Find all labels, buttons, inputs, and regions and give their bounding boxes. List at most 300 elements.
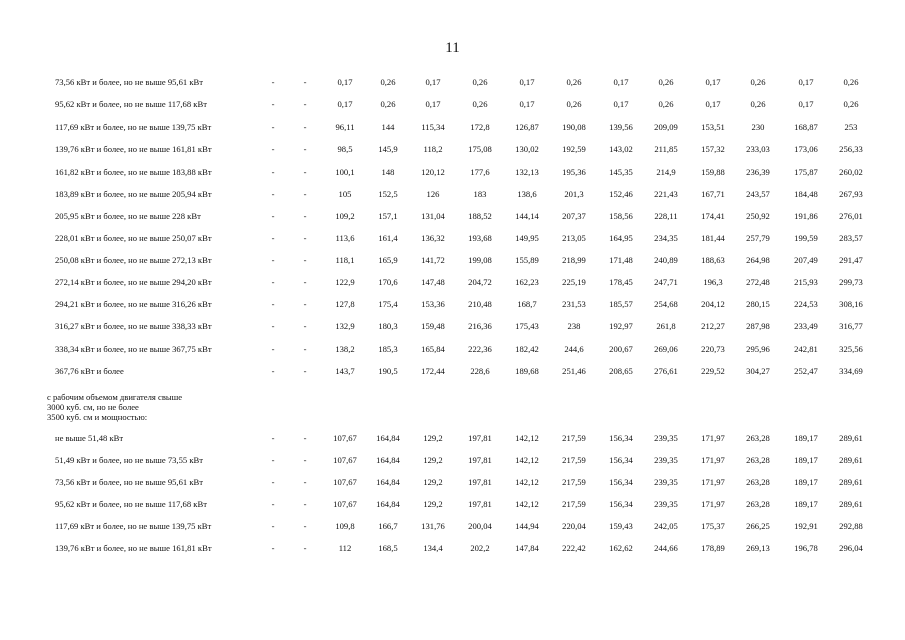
table-cell: 242,81: [794, 344, 818, 354]
table-cell: 157,32: [701, 144, 725, 154]
table-cell: 158,56: [609, 211, 633, 221]
table-cell: 316,77: [839, 321, 863, 331]
table-cell: 263,28: [746, 499, 770, 509]
table-cell: 127,8: [335, 299, 355, 309]
row-label: 139,76 кВт и более, но не выше 161,81 кВт: [55, 144, 212, 154]
table-cell: 153,36: [421, 299, 445, 309]
table-cell: 138,6: [517, 189, 537, 199]
table-cell: 190,08: [562, 122, 586, 132]
table-cell: 239,35: [654, 455, 678, 465]
row-label: не выше 51,48 кВт: [55, 433, 124, 443]
table-cell: -: [271, 299, 275, 309]
table-cell: 144,94: [515, 521, 539, 531]
table-cell: 213,05: [562, 233, 586, 243]
row-label: 117,69 кВт и более, но не выше 139,75 кВт: [55, 521, 212, 531]
table-cell: 132,9: [335, 321, 355, 331]
table-cell: 283,57: [839, 233, 863, 243]
table-cell: 228,11: [654, 211, 678, 221]
table-cell: 177,6: [470, 167, 490, 177]
table-cell: 164,84: [376, 433, 400, 443]
table-cell: -: [303, 211, 307, 221]
table-cell: 334,69: [839, 366, 863, 376]
table-cell: 209,09: [654, 122, 678, 132]
table-cell: -: [271, 233, 275, 243]
table-cell: 107,67: [333, 477, 357, 487]
table-cell: -: [303, 299, 307, 309]
table-cell: 172,8: [470, 122, 490, 132]
table-cell: 171,48: [609, 255, 633, 265]
table-cell: 185,57: [609, 299, 633, 309]
page-number: 11: [445, 40, 460, 56]
table-row: [0, 165, 905, 179]
row-label: 117,69 кВт и более, но не выше 139,75 кВт: [55, 122, 212, 132]
row-label: 338,34 кВт и более, но не выше 367,75 кВт: [55, 344, 212, 354]
table-cell: 175,08: [468, 144, 492, 154]
table-cell: 250,92: [746, 211, 770, 221]
table-cell: 276,01: [839, 211, 863, 221]
table-cell: 0,26: [566, 99, 582, 109]
table-cell: 199,59: [794, 233, 818, 243]
table-cell: 189,17: [794, 433, 818, 443]
table-cell: 0,26: [843, 99, 859, 109]
table-cell: 182,42: [515, 344, 539, 354]
table-row: [0, 497, 905, 511]
table-cell: 109,8: [335, 521, 355, 531]
table-cell: 126: [426, 189, 440, 199]
table-cell: 236,39: [746, 167, 770, 177]
table-row: [0, 231, 905, 245]
table-cell: 147,84: [515, 543, 539, 553]
table-cell: 166,7: [378, 521, 398, 531]
row-label: 316,27 кВт и более, но не выше 338,33 кВт: [55, 321, 212, 331]
table-cell: 174,41: [701, 211, 725, 221]
table-cell: 257,79: [746, 233, 770, 243]
table-cell: 188,52: [468, 211, 492, 221]
table-cell: 325,56: [839, 344, 863, 354]
table-cell: 96,11: [335, 122, 355, 132]
table-cell: 141,72: [421, 255, 445, 265]
table-cell: 287,98: [746, 321, 770, 331]
table-cell: 233,49: [794, 321, 818, 331]
table-row: [0, 142, 905, 156]
row-label: 272,14 кВт и более, но не выше 294,20 кВт: [55, 277, 212, 287]
table-cell: 178,45: [609, 277, 633, 287]
table-cell: 192,97: [609, 321, 633, 331]
table-cell: 145,35: [609, 167, 633, 177]
table-cell: 192,91: [794, 521, 818, 531]
table-cell: -: [271, 255, 275, 265]
table-cell: 157,1: [378, 211, 398, 221]
table-cell: -: [303, 99, 307, 109]
table-cell: 222,36: [468, 344, 492, 354]
table-cell: 115,34: [421, 122, 445, 132]
table-cell: -: [271, 543, 275, 553]
table-cell: 180,3: [378, 321, 398, 331]
table-cell: 107,67: [333, 499, 357, 509]
table-cell: 148: [381, 167, 395, 177]
table-cell: 269,06: [654, 344, 678, 354]
table-cell: -: [303, 366, 307, 376]
table-cell: 215,93: [794, 277, 818, 287]
table-row: [0, 319, 905, 333]
table-cell: 230: [751, 122, 765, 132]
table-cell: 289,61: [839, 455, 863, 465]
table-cell: 0,17: [705, 77, 721, 87]
table-cell: -: [271, 277, 275, 287]
table-cell: 242,05: [654, 521, 678, 531]
table-cell: 267,93: [839, 189, 863, 199]
table-cell: 193,68: [468, 233, 492, 243]
table-cell: 202,2: [470, 543, 490, 553]
table-cell: 197,81: [468, 477, 492, 487]
row-label: 95,62 кВт и более, но не выше 117,68 кВт: [55, 499, 207, 509]
table-cell: -: [303, 543, 307, 553]
table-cell: 156,34: [609, 455, 633, 465]
table-cell: 132,13: [515, 167, 539, 177]
table-cell: 0,17: [798, 99, 814, 109]
table-cell: 238: [567, 321, 581, 331]
table-cell: 197,81: [468, 433, 492, 443]
table-cell: 120,12: [421, 167, 445, 177]
table-cell: 276,61: [654, 366, 678, 376]
table-cell: -: [303, 77, 307, 87]
table-cell: 204,72: [468, 277, 492, 287]
table-row: [0, 187, 905, 201]
row-label: 205,95 кВт и более, но не выше 228 кВт: [55, 211, 201, 221]
table-cell: 168,87: [794, 122, 818, 132]
table-cell: 143,02: [609, 144, 633, 154]
table-cell: 164,95: [609, 233, 633, 243]
table-cell: 175,43: [515, 321, 539, 331]
table-row: [0, 75, 905, 89]
table-cell: 217,59: [562, 499, 586, 509]
table-cell: 165,84: [421, 344, 445, 354]
table-row: [0, 120, 905, 134]
table-cell: 0,26: [750, 99, 766, 109]
table-cell: -: [271, 122, 275, 132]
table-cell: 295,96: [746, 344, 770, 354]
table-cell: 129,2: [423, 499, 443, 509]
table-cell: 0,17: [425, 99, 441, 109]
table-cell: -: [271, 167, 275, 177]
table-cell: -: [303, 344, 307, 354]
table-cell: 207,49: [794, 255, 818, 265]
table-cell: 171,97: [701, 499, 725, 509]
table-cell: 98,5: [337, 144, 353, 154]
table-cell: 113,6: [335, 233, 355, 243]
table-cell: 171,97: [701, 455, 725, 465]
table-cell: -: [271, 144, 275, 154]
table-cell: -: [303, 277, 307, 287]
table-cell: 218,99: [562, 255, 586, 265]
table-cell: 254,68: [654, 299, 678, 309]
table-cell: -: [271, 499, 275, 509]
table-cell: -: [271, 211, 275, 221]
table-cell: 134,4: [423, 543, 443, 553]
table-cell: 107,67: [333, 433, 357, 443]
table-cell: 214,9: [656, 167, 676, 177]
table-cell: 239,35: [654, 433, 678, 443]
table-cell: 264,98: [746, 255, 770, 265]
table-cell: 190,5: [378, 366, 398, 376]
table-cell: 129,2: [423, 455, 443, 465]
table-cell: 263,28: [746, 455, 770, 465]
table-cell: 0,17: [613, 77, 629, 87]
table-cell: 216,36: [468, 321, 492, 331]
table-cell: 0,26: [750, 77, 766, 87]
table-cell: -: [271, 344, 275, 354]
table-cell: -: [303, 521, 307, 531]
table-cell: 189,17: [794, 477, 818, 487]
table-cell: 0,26: [380, 77, 396, 87]
table-cell: 191,86: [794, 211, 818, 221]
table-cell: -: [271, 366, 275, 376]
table-cell: 304,27: [746, 366, 770, 376]
table-cell: 189,17: [794, 499, 818, 509]
table-cell: 142,12: [515, 477, 539, 487]
table-cell: 299,73: [839, 277, 863, 287]
table-cell: 172,44: [421, 366, 445, 376]
table-cell: 208,65: [609, 366, 633, 376]
table-cell: 122,9: [335, 277, 355, 287]
table-cell: 263,28: [746, 477, 770, 487]
table-cell: 260,02: [839, 167, 863, 177]
table-cell: -: [303, 455, 307, 465]
table-cell: 225,19: [562, 277, 586, 287]
row-label: 294,21 кВт и более, но не выше 316,26 кВт: [55, 299, 212, 309]
table-cell: 0,17: [337, 77, 353, 87]
table-cell: 0,26: [566, 77, 582, 87]
table-cell: 131,76: [421, 521, 445, 531]
table-cell: 291,47: [839, 255, 863, 265]
row-label: 183,89 кВт и более, но не выше 205,94 кВт: [55, 189, 212, 199]
table-cell: 200,04: [468, 521, 492, 531]
table-cell: 100,1: [335, 167, 355, 177]
table-cell: -: [271, 521, 275, 531]
table-cell: 162,23: [515, 277, 539, 287]
table-cell: 229,52: [701, 366, 725, 376]
table-cell: 240,89: [654, 255, 678, 265]
table-cell: 239,35: [654, 477, 678, 487]
table-cell: 118,2: [423, 144, 443, 154]
table-cell: 217,59: [562, 455, 586, 465]
table-cell: 228,6: [470, 366, 490, 376]
table-cell: -: [271, 433, 275, 443]
table-cell: 200,67: [609, 344, 633, 354]
table-row: [0, 519, 905, 533]
table-cell: 156,34: [609, 477, 633, 487]
table-cell: 164,84: [376, 477, 400, 487]
table-cell: 256,33: [839, 144, 863, 154]
table-cell: 189,17: [794, 455, 818, 465]
row-label: 161,82 кВт и более, но не выше 183,88 кВт: [55, 167, 212, 177]
table-cell: 211,85: [654, 144, 678, 154]
table-cell: 185,3: [378, 344, 398, 354]
table-cell: -: [303, 499, 307, 509]
table-cell: 272,48: [746, 277, 770, 287]
table-cell: 247,71: [654, 277, 678, 287]
table-cell: 129,2: [423, 433, 443, 443]
table-cell: 221,43: [654, 189, 678, 199]
table-cell: 244,6: [564, 344, 584, 354]
table-cell: 129,2: [423, 477, 443, 487]
table-cell: 207,37: [562, 211, 586, 221]
table-cell: -: [303, 122, 307, 132]
table-cell: 145,9: [378, 144, 398, 154]
table-cell: 196,78: [794, 543, 818, 553]
table-cell: 189,68: [515, 366, 539, 376]
table-cell: 0,26: [380, 99, 396, 109]
table-cell: 234,35: [654, 233, 678, 243]
table-cell: 173,06: [794, 144, 818, 154]
table-cell: 130,02: [515, 144, 539, 154]
table-cell: 142,12: [515, 455, 539, 465]
table-cell: 136,32: [421, 233, 445, 243]
table-cell: 118,1: [335, 255, 355, 265]
table-cell: 253: [844, 122, 858, 132]
table-cell: 210,48: [468, 299, 492, 309]
table-cell: 220,73: [701, 344, 725, 354]
table-row: [0, 253, 905, 267]
table-cell: 196,3: [703, 277, 723, 287]
table-cell: 149,95: [515, 233, 539, 243]
table-row: [0, 297, 905, 311]
table-cell: 0,17: [337, 99, 353, 109]
table-cell: 131,04: [421, 211, 445, 221]
table-cell: -: [271, 189, 275, 199]
row-label: 139,76 кВт и более, но не выше 161,81 кВт: [55, 543, 212, 553]
table-cell: 217,59: [562, 433, 586, 443]
table-cell: 161,4: [378, 233, 398, 243]
table-cell: -: [271, 99, 275, 109]
table-cell: 266,25: [746, 521, 770, 531]
table-cell: 152,5: [378, 189, 398, 199]
table-cell: 292,88: [839, 521, 863, 531]
table-row: [0, 475, 905, 489]
table-cell: 195,36: [562, 167, 586, 177]
table-row: [0, 453, 905, 467]
table-row: [0, 364, 905, 378]
table-cell: 0,26: [658, 77, 674, 87]
table-cell: 159,88: [701, 167, 725, 177]
table-cell: 170,6: [378, 277, 398, 287]
table-cell: -: [303, 477, 307, 487]
table-cell: -: [303, 255, 307, 265]
table-cell: 289,61: [839, 499, 863, 509]
table-cell: 165,9: [378, 255, 398, 265]
table-cell: 296,04: [839, 543, 863, 553]
table-cell: 192,59: [562, 144, 586, 154]
table-cell: 243,57: [746, 189, 770, 199]
table-row: [0, 209, 905, 223]
table-cell: 212,27: [701, 321, 725, 331]
table-cell: 0,26: [472, 99, 488, 109]
row-label: 228,01 кВт и более, но не выше 250,07 кВт: [55, 233, 212, 243]
table-row: [0, 342, 905, 356]
table-cell: 263,28: [746, 433, 770, 443]
table-cell: 156,34: [609, 433, 633, 443]
table-cell: 168,7: [517, 299, 537, 309]
table-cell: 244,66: [654, 543, 678, 553]
row-label: 95,62 кВт и более, но не выше 117,68 кВт: [55, 99, 207, 109]
table-cell: 222,42: [562, 543, 586, 553]
table-cell: 178,89: [701, 543, 725, 553]
table-cell: -: [271, 77, 275, 87]
table-cell: 280,15: [746, 299, 770, 309]
table-cell: 0,17: [425, 77, 441, 87]
table-cell: 183: [473, 189, 487, 199]
table-cell: -: [303, 433, 307, 443]
table-cell: 142,12: [515, 433, 539, 443]
table-cell: 126,87: [515, 122, 539, 132]
table-cell: 269,13: [746, 543, 770, 553]
table-cell: 159,43: [609, 521, 633, 531]
table-cell: 142,12: [515, 499, 539, 509]
table-cell: 105: [338, 189, 352, 199]
row-label: 73,56 кВт и более, но не выше 95,61 кВт: [55, 477, 203, 487]
table-cell: 139,56: [609, 122, 633, 132]
table-cell: 289,61: [839, 477, 863, 487]
table-cell: 153,51: [701, 122, 725, 132]
table-cell: 201,3: [564, 189, 584, 199]
table-cell: 167,71: [701, 189, 725, 199]
table-cell: 181,44: [701, 233, 725, 243]
table-cell: -: [303, 144, 307, 154]
table-cell: 197,81: [468, 455, 492, 465]
table-cell: 164,84: [376, 499, 400, 509]
table-cell: 184,48: [794, 189, 818, 199]
table-cell: -: [303, 167, 307, 177]
table-cell: 0,17: [705, 99, 721, 109]
table-cell: 217,59: [562, 477, 586, 487]
table-cell: 197,81: [468, 499, 492, 509]
table-cell: 171,97: [701, 433, 725, 443]
table-cell: 168,5: [378, 543, 398, 553]
table-cell: 0,26: [843, 77, 859, 87]
table-cell: 152,46: [609, 189, 633, 199]
table-cell: 0,17: [519, 77, 535, 87]
table-cell: 112: [338, 543, 352, 553]
table-cell: 143,7: [335, 366, 355, 376]
table-row: [0, 431, 905, 445]
table-row: [0, 275, 905, 289]
row-label: 73,56 кВт и более, но не выше 95,61 кВт: [55, 77, 203, 87]
table-cell: 204,12: [701, 299, 725, 309]
table-cell: 162,62: [609, 543, 633, 553]
table-cell: 175,87: [794, 167, 818, 177]
table-cell: 233,03: [746, 144, 770, 154]
table-cell: 231,53: [562, 299, 586, 309]
table-cell: 220,04: [562, 521, 586, 531]
table-cell: 0,17: [798, 77, 814, 87]
table-cell: 308,16: [839, 299, 863, 309]
table-cell: 239,35: [654, 499, 678, 509]
table-cell: 251,46: [562, 366, 586, 376]
table-cell: 199,08: [468, 255, 492, 265]
table-cell: 147,48: [421, 277, 445, 287]
table-cell: 0,26: [472, 77, 488, 87]
row-label: 250,08 кВт и более, но не выше 272,13 кВт: [55, 255, 212, 265]
row-label: 367,76 кВт и более: [55, 366, 124, 376]
table-cell: 159,48: [421, 321, 445, 331]
table-cell: 109,2: [335, 211, 355, 221]
table-cell: 261,8: [656, 321, 676, 331]
table-cell: -: [303, 233, 307, 243]
table-cell: -: [271, 321, 275, 331]
row-label: 51,49 кВт и более, но не выше 73,55 кВт: [55, 455, 203, 465]
table-cell: 144,14: [515, 211, 539, 221]
table-cell: -: [271, 477, 275, 487]
